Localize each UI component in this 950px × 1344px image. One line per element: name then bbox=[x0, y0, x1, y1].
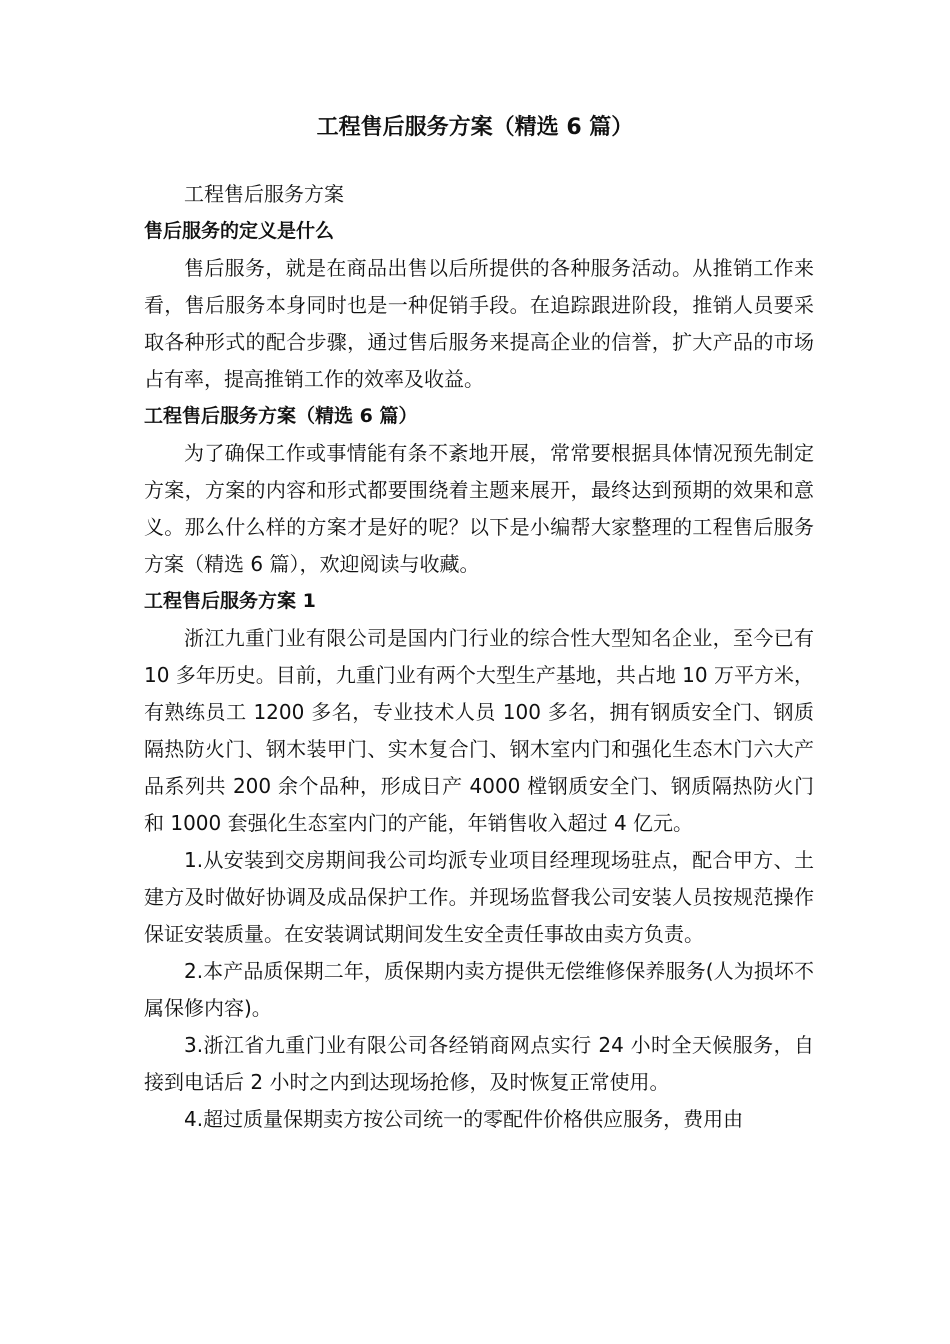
paragraph-definition: 售后服务，就是在商品出售以后所提供的各种服务活动。从推销工作来看，售后服务本身同时也是一种促销手段。在追踪跟进阶段，推销人员要采取各种形式的配合步骤，通过售后服务来提高企业的信誉，扩大产品的市场占有率，提高推销工作的效率及收益。 bbox=[144, 256, 814, 391]
section-heading-overview: 工程售后服务方案（精选 6 篇） bbox=[144, 405, 418, 427]
document-body bbox=[144, 176, 814, 1138]
section-heading-definition: 售后服务的定义是什么 bbox=[144, 220, 335, 242]
paragraph-overview: 为了确保工作或事情能有条不紊地开展，常常要根据具体情况预先制定方案，方案的内容和形式都要围绕着主题来展开，最终达到预期的效果和意义。那么什么样的方案才是好的呢？以下是小编帮大家整理的工程售后服务方案（精选 6 篇），欢迎阅读与收藏。 bbox=[144, 441, 814, 576]
paragraph-item-4: 4.超过质量保期卖方按公司统一的零配件价格供应服务，费用由 bbox=[184, 1107, 744, 1131]
paragraph-company-intro: 浙江九重门业有限公司是国内门行业的综合性大型知名企业，至今已有 10 多年历史。目前，九重门业有两个大型生产基地，共占地 10 万平方米，有熟练员工 1200 多名，专业技术人员 100 多名，拥有钢质安全门、钢质隔热防火门、钢木装甲门、实木复合门、钢木室内门和强化生态木门六大产品系列共 200 余个品种，形成日产 4000 樘钢质安全门、钢质隔热防火门和 1000 套强化生态室内门的产能，年销售收入超过 4 亿元。 bbox=[144, 626, 814, 835]
paragraph-item-2: 2.本产品质保期二年，质保期内卖方提供无偿维修保养服务(人为损坏不属保修内容)。 bbox=[144, 959, 814, 1020]
intro-line: 工程售后服务方案 bbox=[184, 182, 344, 206]
section-heading-plan-1: 工程售后服务方案 1 bbox=[144, 590, 316, 612]
paragraph-item-1: 1.从安装到交房期间我公司均派专业项目经理现场驻点，配合甲方、土建方及时做好协调及成品保护工作。并现场监督我公司安装人员按规范操作保证安装质量。在安装调试期间发生安全责任事故由卖方负责。 bbox=[144, 848, 814, 946]
document-title: 工程售后服务方案（精选 6 篇） bbox=[316, 115, 634, 140]
paragraph-item-3: 3.浙江省九重门业有限公司各经销商网点实行 24 小时全天候服务，自接到电话后 2 小时之内到达现场抢修，及时恢复正常使用。 bbox=[144, 1033, 814, 1094]
